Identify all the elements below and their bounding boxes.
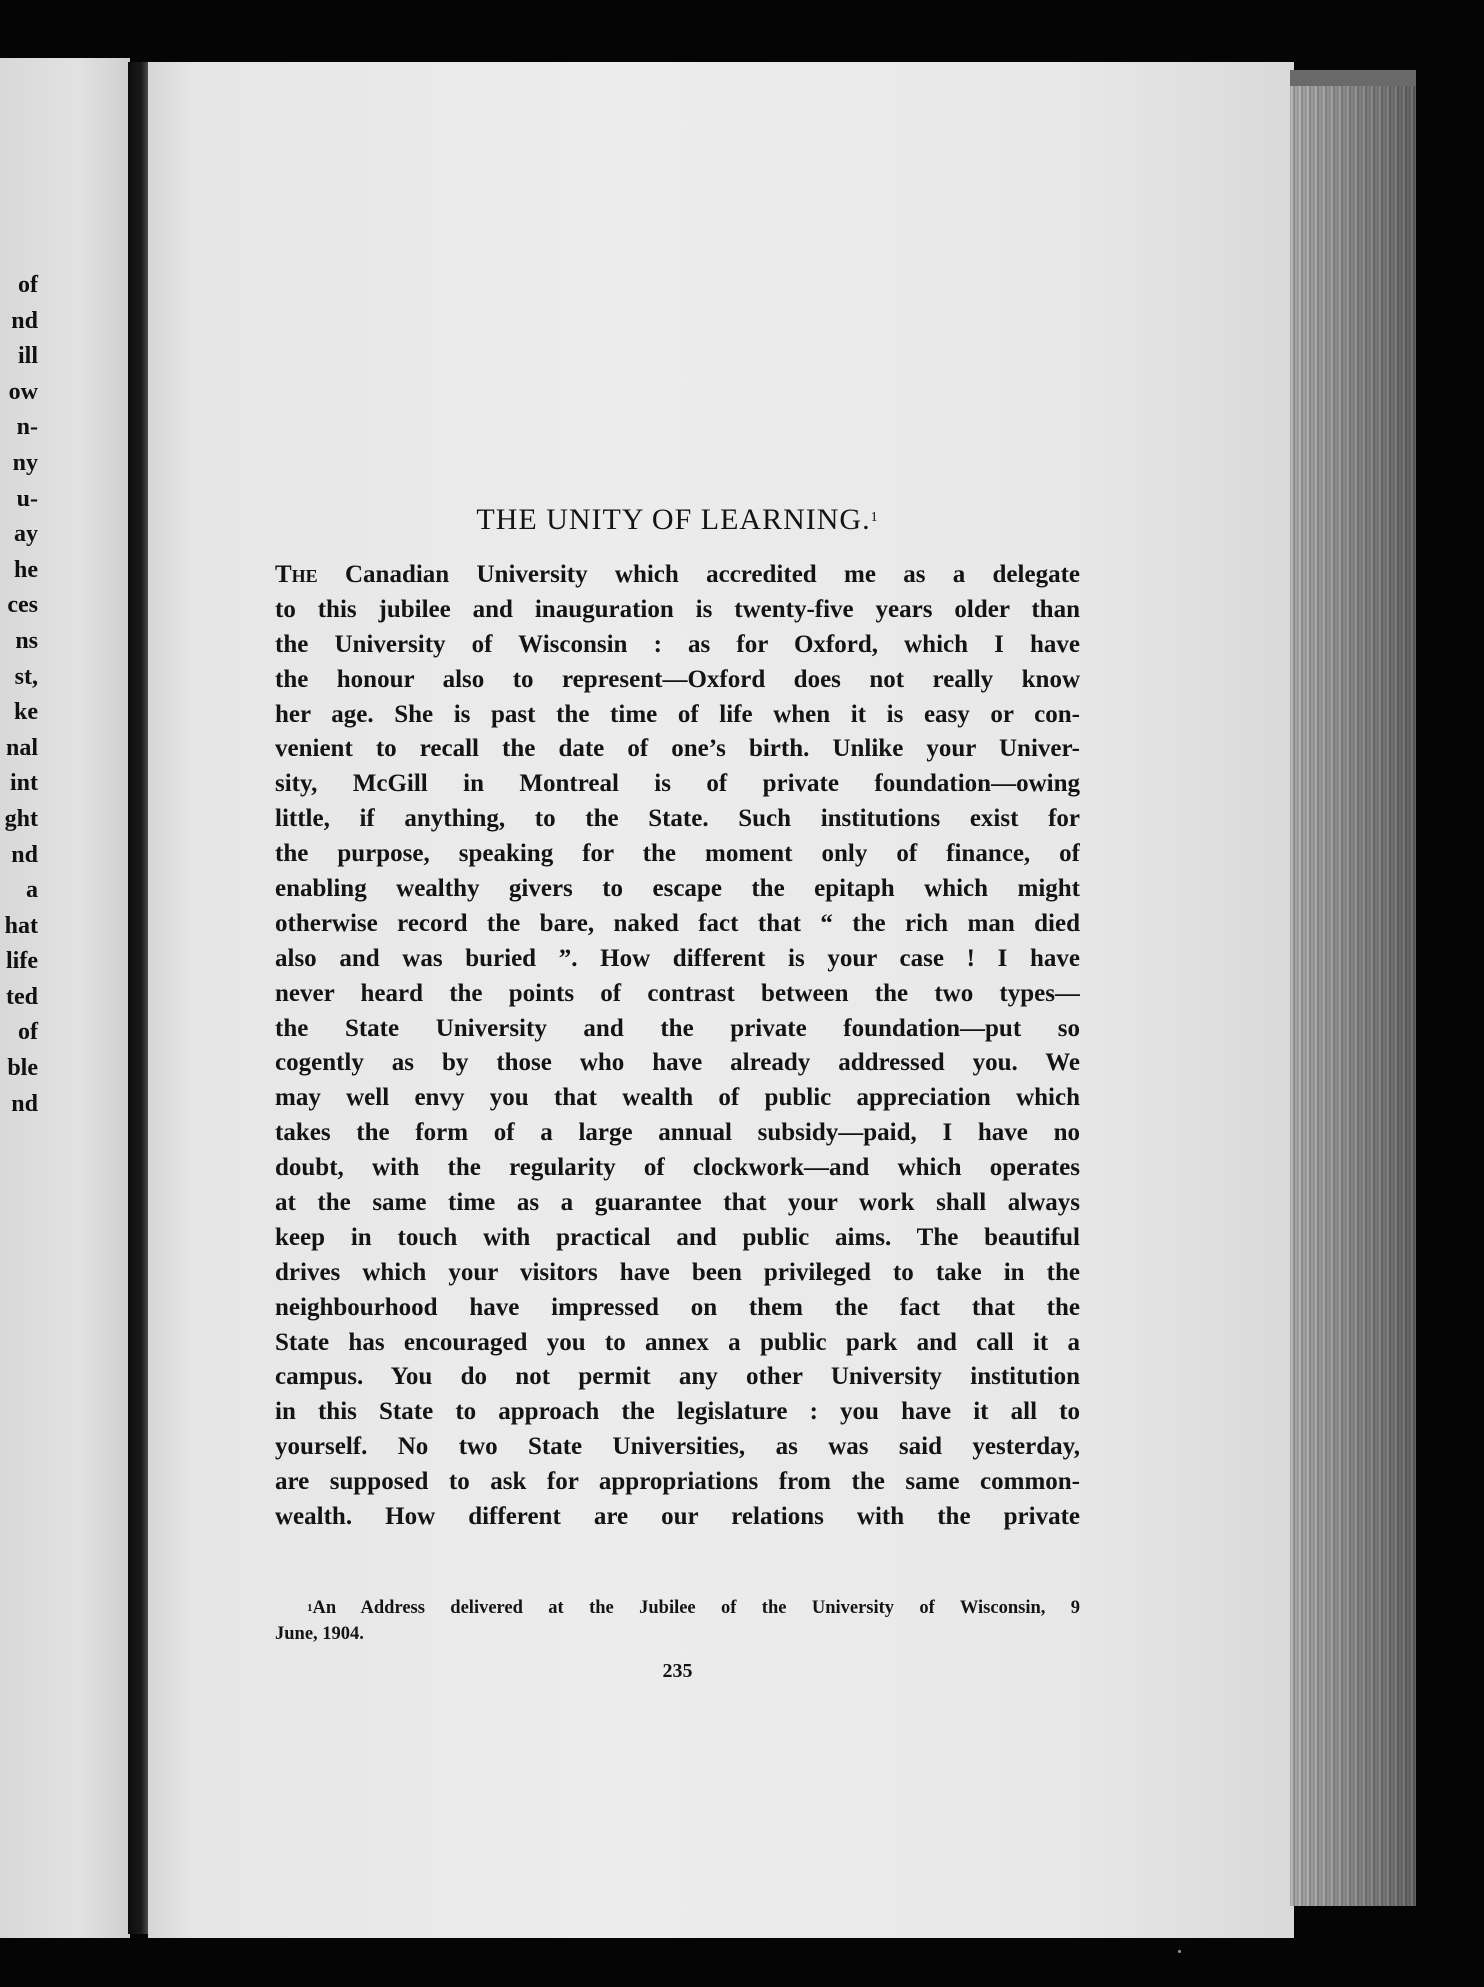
left-fragment: nal bbox=[5, 734, 38, 761]
left-fragment: he bbox=[14, 556, 38, 583]
left-fragment: life bbox=[6, 948, 38, 975]
chapter-title bbox=[275, 500, 1080, 540]
left-fragment: st, bbox=[14, 663, 38, 690]
text-line: neighbourhood have impressed on them the fact that the bbox=[275, 1293, 1080, 1321]
footnote-marker: 1 bbox=[307, 1602, 313, 1614]
left-fragment: n- bbox=[16, 414, 38, 441]
text-line: her age. She is past the time of life when it is easy or con- bbox=[275, 700, 1080, 728]
page-edges bbox=[1290, 86, 1416, 1906]
title-footnote-marker: 1 bbox=[870, 510, 879, 525]
text-line: The Canadian University which accredited me as a delegate bbox=[275, 561, 1080, 588]
text-line: cogently as by those who have already addressed you. We bbox=[275, 1049, 1080, 1077]
left-fragment: ns bbox=[15, 627, 38, 654]
text-line: the purpose, speaking for the moment only of finance, of bbox=[275, 840, 1080, 868]
text-line: yourself. No two State Universities, as was said yesterday, bbox=[275, 1433, 1080, 1461]
text-line: little, if anything, to the State. Such institutions exist for bbox=[275, 805, 1080, 833]
footnote-line-1 bbox=[275, 1595, 1080, 1621]
left-fragment: ke bbox=[14, 699, 38, 726]
text-line: doubt, with the regularity of clockwork—and which operates bbox=[275, 1154, 1080, 1182]
left-fragment: of bbox=[18, 1019, 38, 1046]
left-fragment: ay bbox=[14, 521, 38, 548]
text-line: sity, McGill in Montreal is of private foundation—owing bbox=[275, 770, 1080, 798]
text-line: State has encouraged you to annex a public park and call it a bbox=[275, 1328, 1080, 1356]
text-line: never heard the points of contrast between the two types— bbox=[275, 979, 1080, 1007]
text-line: the University of Wisconsin : as for Oxford, which I have bbox=[275, 630, 1080, 658]
left-fragment: nd bbox=[11, 307, 38, 334]
text-line: takes the form of a large annual subsidy—paid, I have no bbox=[275, 1119, 1080, 1147]
scan-speck bbox=[1178, 1950, 1181, 1953]
left-page-text-fragments bbox=[0, 268, 38, 1122]
left-fragment: ble bbox=[7, 1055, 38, 1082]
left-fragment: of bbox=[18, 272, 38, 298]
footnote-line-2: June, 1904. bbox=[275, 1624, 364, 1644]
text-line: otherwise record the bare, naked fact that “ the rich man died bbox=[275, 909, 1080, 937]
text-line: venient to recall the date of one’s birth. Unlike your Univer- bbox=[275, 735, 1080, 763]
text-line: to this jubilee and inauguration is twenty-five years older than bbox=[275, 595, 1080, 623]
text-line: are supposed to ask for appropriations from the same common- bbox=[275, 1468, 1080, 1496]
footnote bbox=[275, 1595, 1080, 1647]
left-fragment: ces bbox=[7, 592, 38, 619]
opening-small-caps: The bbox=[275, 561, 318, 588]
left-fragment: a bbox=[26, 877, 38, 904]
footnote-line-1-text: An Address delivered at the Jubilee of the University of Wisconsin, 9 bbox=[312, 1598, 1080, 1618]
text-line: at the same time as a guarantee that your work shall always bbox=[275, 1189, 1080, 1217]
text-line: drives which your visitors have been privileged to take in the bbox=[275, 1258, 1080, 1286]
left-fragment: u- bbox=[16, 485, 38, 512]
text-line: also and was buried ”. How different is your case ! I have bbox=[275, 944, 1080, 972]
left-fragment: ny bbox=[12, 449, 38, 476]
text-line: wealth. How different are our relations with the private bbox=[275, 1503, 1080, 1531]
chapter-title-text: THE UNITY OF LEARNING. bbox=[476, 503, 871, 536]
left-fragment: ted bbox=[6, 983, 38, 1010]
text-line: keep in touch with practical and public aims. The beautiful bbox=[275, 1223, 1080, 1251]
left-fragment: ow bbox=[8, 378, 38, 405]
text-line: the honour also to represent—Oxford does not really know bbox=[275, 665, 1080, 693]
left-fragment: int bbox=[9, 770, 38, 797]
left-fragment: ill bbox=[17, 343, 38, 370]
left-fragment: nd bbox=[11, 841, 38, 868]
text-line: the State University and the private foundation—put so bbox=[275, 1014, 1080, 1042]
left-fragment: ght bbox=[4, 805, 38, 832]
text-line: in this State to approach the legislature : you have it all to bbox=[275, 1398, 1080, 1426]
body-text bbox=[275, 558, 1080, 1535]
text-line: may well envy you that wealth of public appreciation which bbox=[275, 1084, 1080, 1112]
left-fragment: hat bbox=[4, 912, 38, 939]
book-gutter bbox=[128, 62, 150, 1934]
page-number: 235 bbox=[662, 1660, 693, 1682]
left-fragment: nd bbox=[11, 1090, 38, 1117]
text-line: campus. You do not permit any other University institution bbox=[275, 1363, 1080, 1391]
text-line: enabling wealthy givers to escape the epitaph which might bbox=[275, 875, 1080, 903]
